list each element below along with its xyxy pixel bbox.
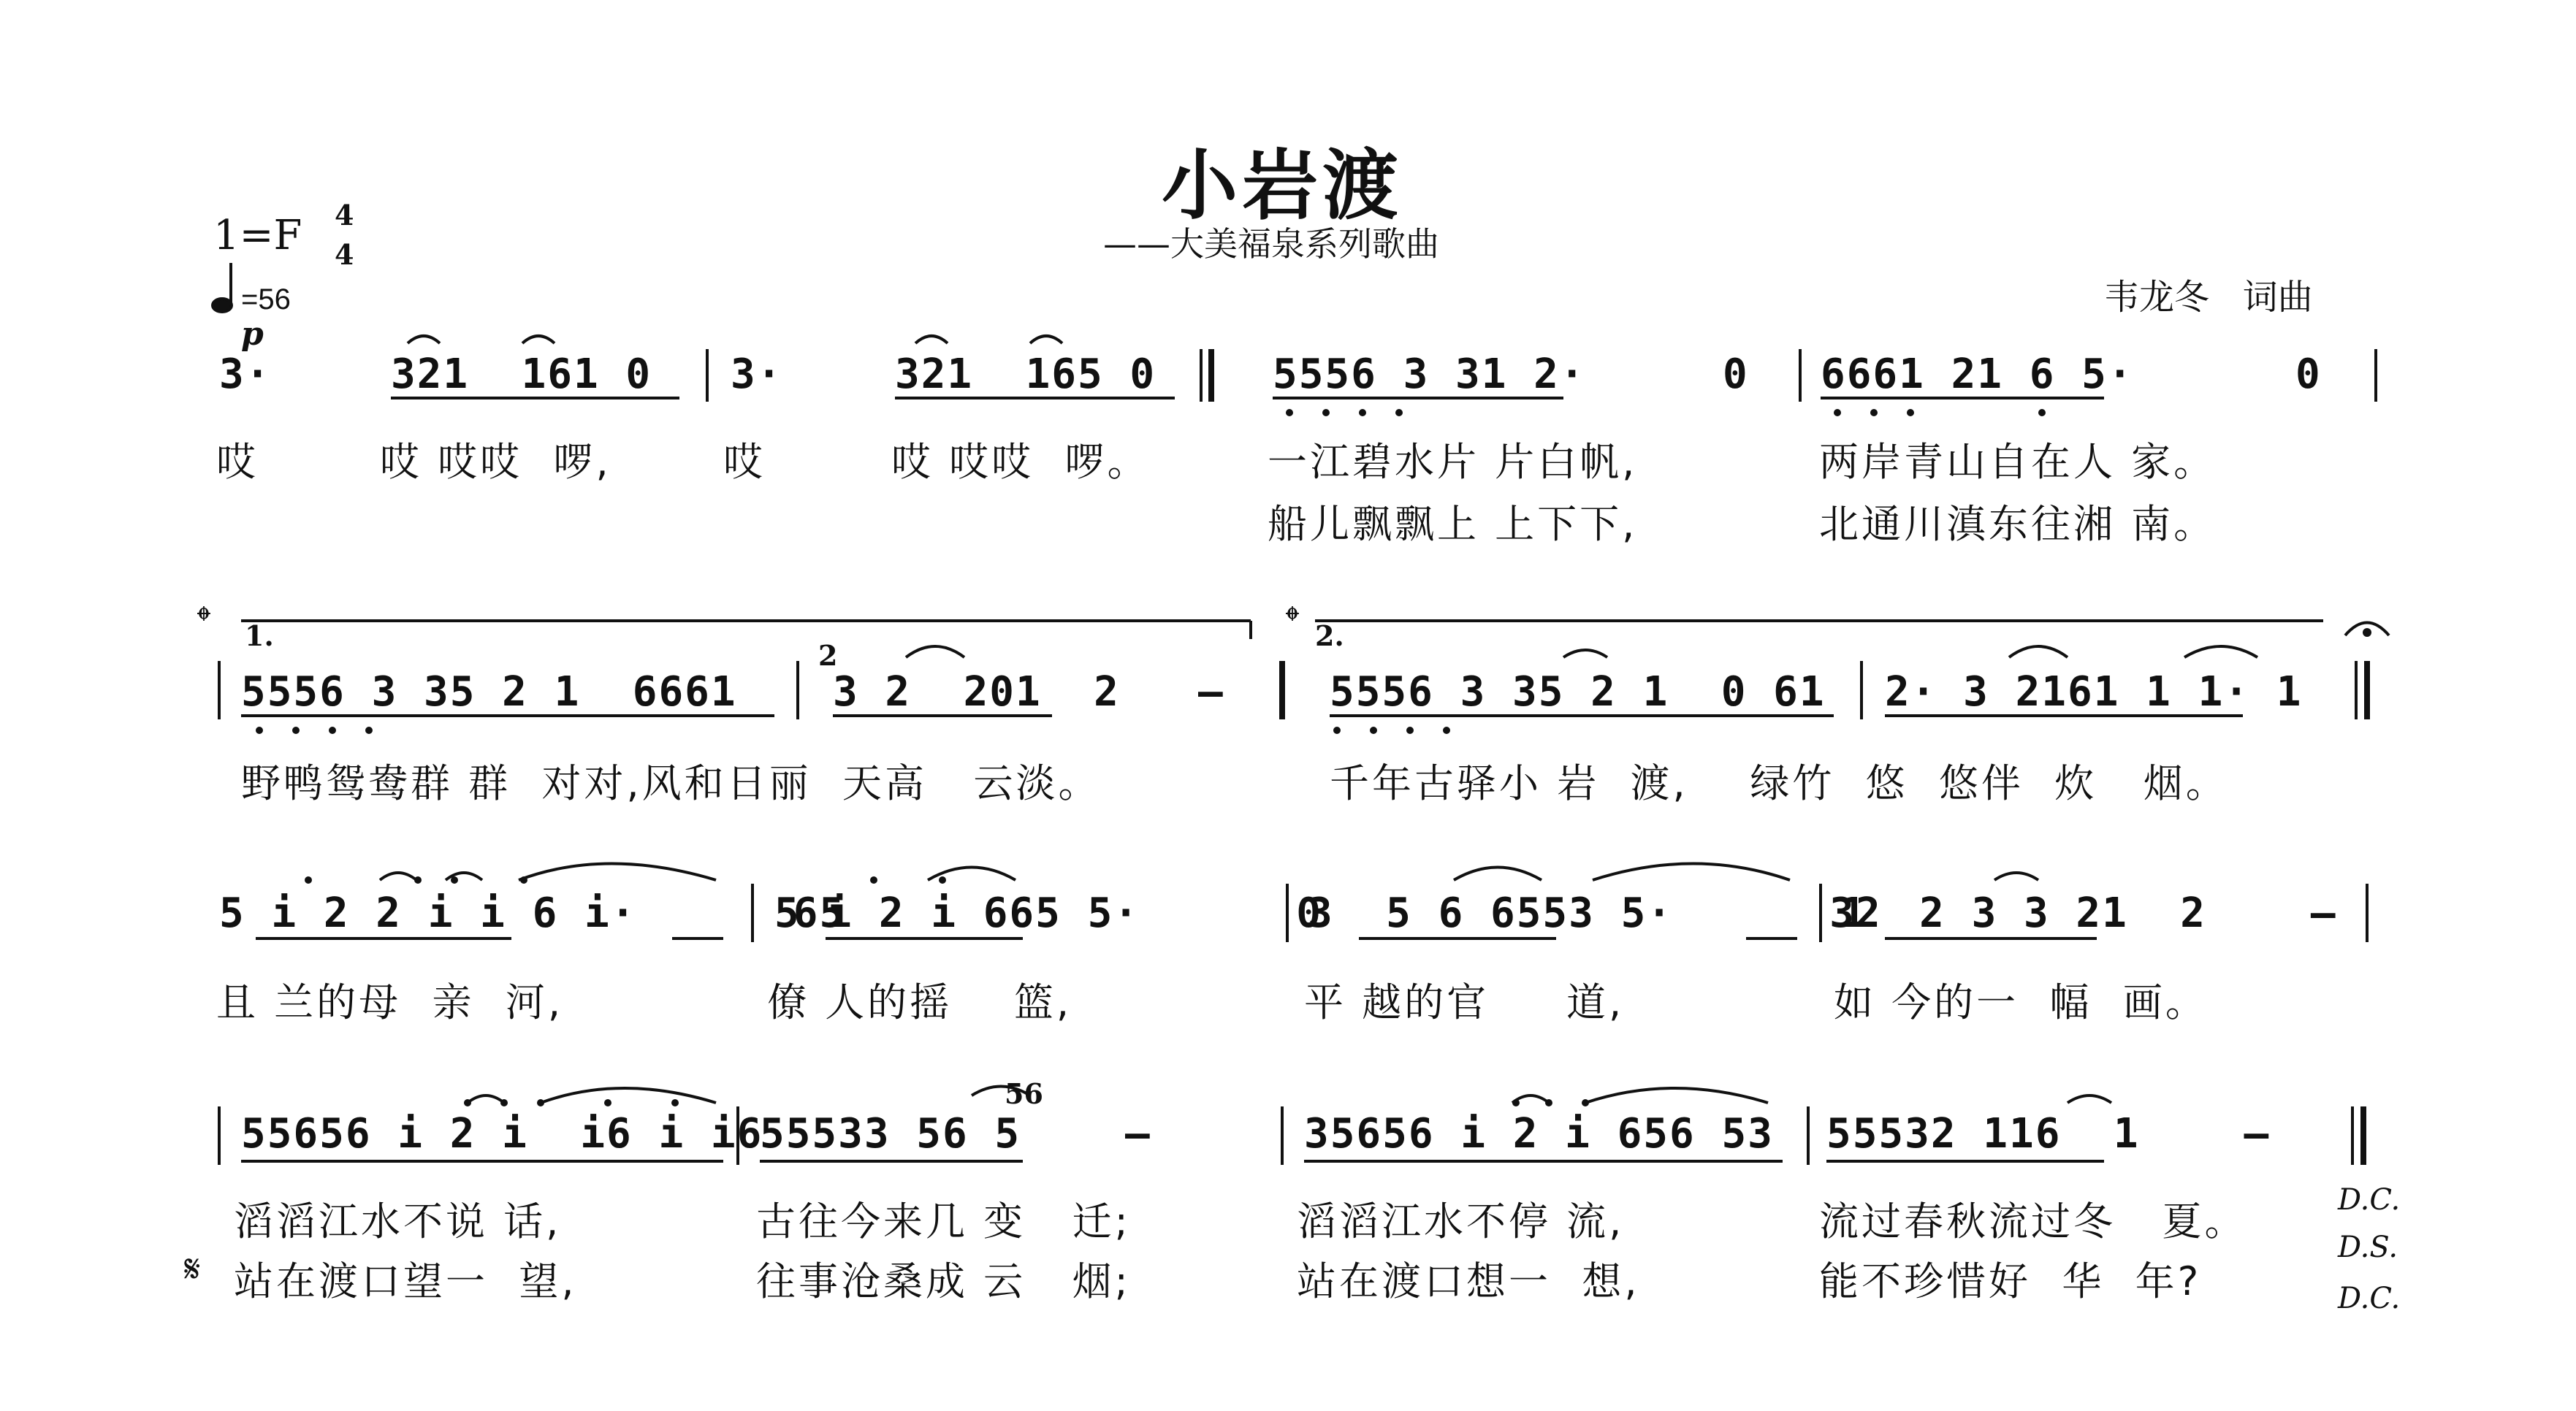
measure-notes: 321 161 0: [391, 351, 652, 398]
measure-notes: 3 5 6 6553 5· 32: [1308, 890, 1882, 937]
lyric-line: 往事沧桑成 云 烟;: [756, 1258, 1131, 1304]
measure-notes: 35656 i 2 i 656 53: [1304, 1110, 1774, 1158]
time-signature-bottom: 4: [335, 238, 354, 271]
lyric-line: 哎: [723, 439, 766, 485]
lyric-line: 野鸭鸳鸯群 群 对对,风和日丽 天高 云淡。: [241, 760, 1101, 806]
dynamic-marking: p: [241, 316, 264, 353]
measure-notes: 3 2 201 2 –: [833, 668, 1224, 716]
measure-notes: 321 165 0: [895, 351, 1156, 398]
lyric-line: 滔滔江水不停 流,: [1297, 1198, 1625, 1244]
lyric-line: 站在渡口望一 望,: [234, 1258, 577, 1304]
lyric-line: 船儿飘飘上 上下下,: [1268, 501, 1638, 547]
volta-2: 2.: [1315, 619, 1344, 652]
measure-notes: 1 2 3 3 21 2 –: [1841, 890, 2337, 937]
measure-notes: 5556 3 35 2 1 0 61: [1330, 668, 1826, 716]
measure-notes: 5556 3 31 2·: [1273, 351, 1586, 398]
lyric-line: 站在渡口想一 想,: [1297, 1258, 1640, 1304]
navigation-mark: D.C.: [2338, 1282, 2401, 1315]
author-credit: 韦龙冬 词曲: [2104, 277, 2313, 318]
lyric-line: 哎: [216, 439, 259, 485]
lyric-line: 且 兰的母 亲 河,: [216, 979, 563, 1025]
key-signature: 1=F: [213, 212, 302, 259]
lyric-line: 千年古驿小 岩 渡, 绿竹 悠 悠伴 炊 烟。: [1330, 760, 2228, 806]
measure-notes: 3·: [219, 351, 272, 398]
measure-notes: 3·: [731, 351, 783, 398]
lyric-line: 如 今的一 幅 画。: [1834, 979, 2208, 1025]
measure-notes: 55656 i 2 i i6 i i6: [241, 1110, 763, 1158]
lyric-line: 能不珍惜好 华 年?: [1819, 1258, 2202, 1304]
lyric-line: 平 越的官 道,: [1304, 979, 1625, 1025]
measure-notes: 2· 3 2161 1 1· 1: [1885, 668, 2303, 716]
quarter-note-icon: [213, 299, 232, 312]
tempo-marking: =56: [241, 283, 291, 316]
measure-notes: 6661 21 6 5·: [1821, 351, 2134, 398]
grace-notes: 56: [1005, 1077, 1043, 1110]
lyric-line: 两岸青山自在人 家。: [1819, 439, 2217, 485]
measure-notes: 55532 116 1 –: [1826, 1110, 2271, 1158]
coda-icon: 𝄌: [197, 599, 210, 643]
measure-notes: 0: [1723, 351, 1749, 398]
lyric-line: 流过春秋流过冬 夏。: [1819, 1198, 2247, 1244]
navigation-mark: D.C.: [2338, 1183, 2401, 1217]
song-subtitle: ——大美福泉系列歌曲: [1103, 224, 1439, 264]
lyric-line: 北通川滇东往湘 南。: [1819, 501, 2217, 547]
coda-icon: 𝄌: [1286, 599, 1299, 643]
measure-notes: 5 i 2 2 i i 6 i· 65: [219, 890, 846, 937]
lyric-line: 哎 哎哎 啰,: [380, 439, 611, 485]
lyric-line: 哎 哎哎 啰。: [891, 439, 1150, 485]
measure-notes: 0: [2295, 351, 2322, 398]
lyric-line: 滔滔江水不说 话,: [234, 1198, 562, 1244]
song-title: 小岩渡: [1162, 141, 1403, 230]
measure-notes: 5556 3 35 2 1 6661: [241, 668, 737, 716]
time-signature-top: 4: [335, 199, 354, 232]
lyric-line: 一江碧水片 片白帆,: [1268, 439, 1638, 485]
volta-1: 1.: [245, 619, 274, 652]
navigation-mark: D.S.: [2338, 1231, 2398, 1264]
measure-notes: 5 i 2 i 665 5· 0: [774, 890, 1323, 937]
lyric-line: 古往今来几 变 迁;: [756, 1198, 1131, 1244]
measure-notes: 55533 56 5 –: [760, 1110, 1151, 1158]
lyric-line: 僚 人的摇 篮,: [767, 979, 1072, 1025]
segno-icon: 𝄋: [184, 1247, 201, 1291]
small-note: 2: [818, 639, 838, 672]
